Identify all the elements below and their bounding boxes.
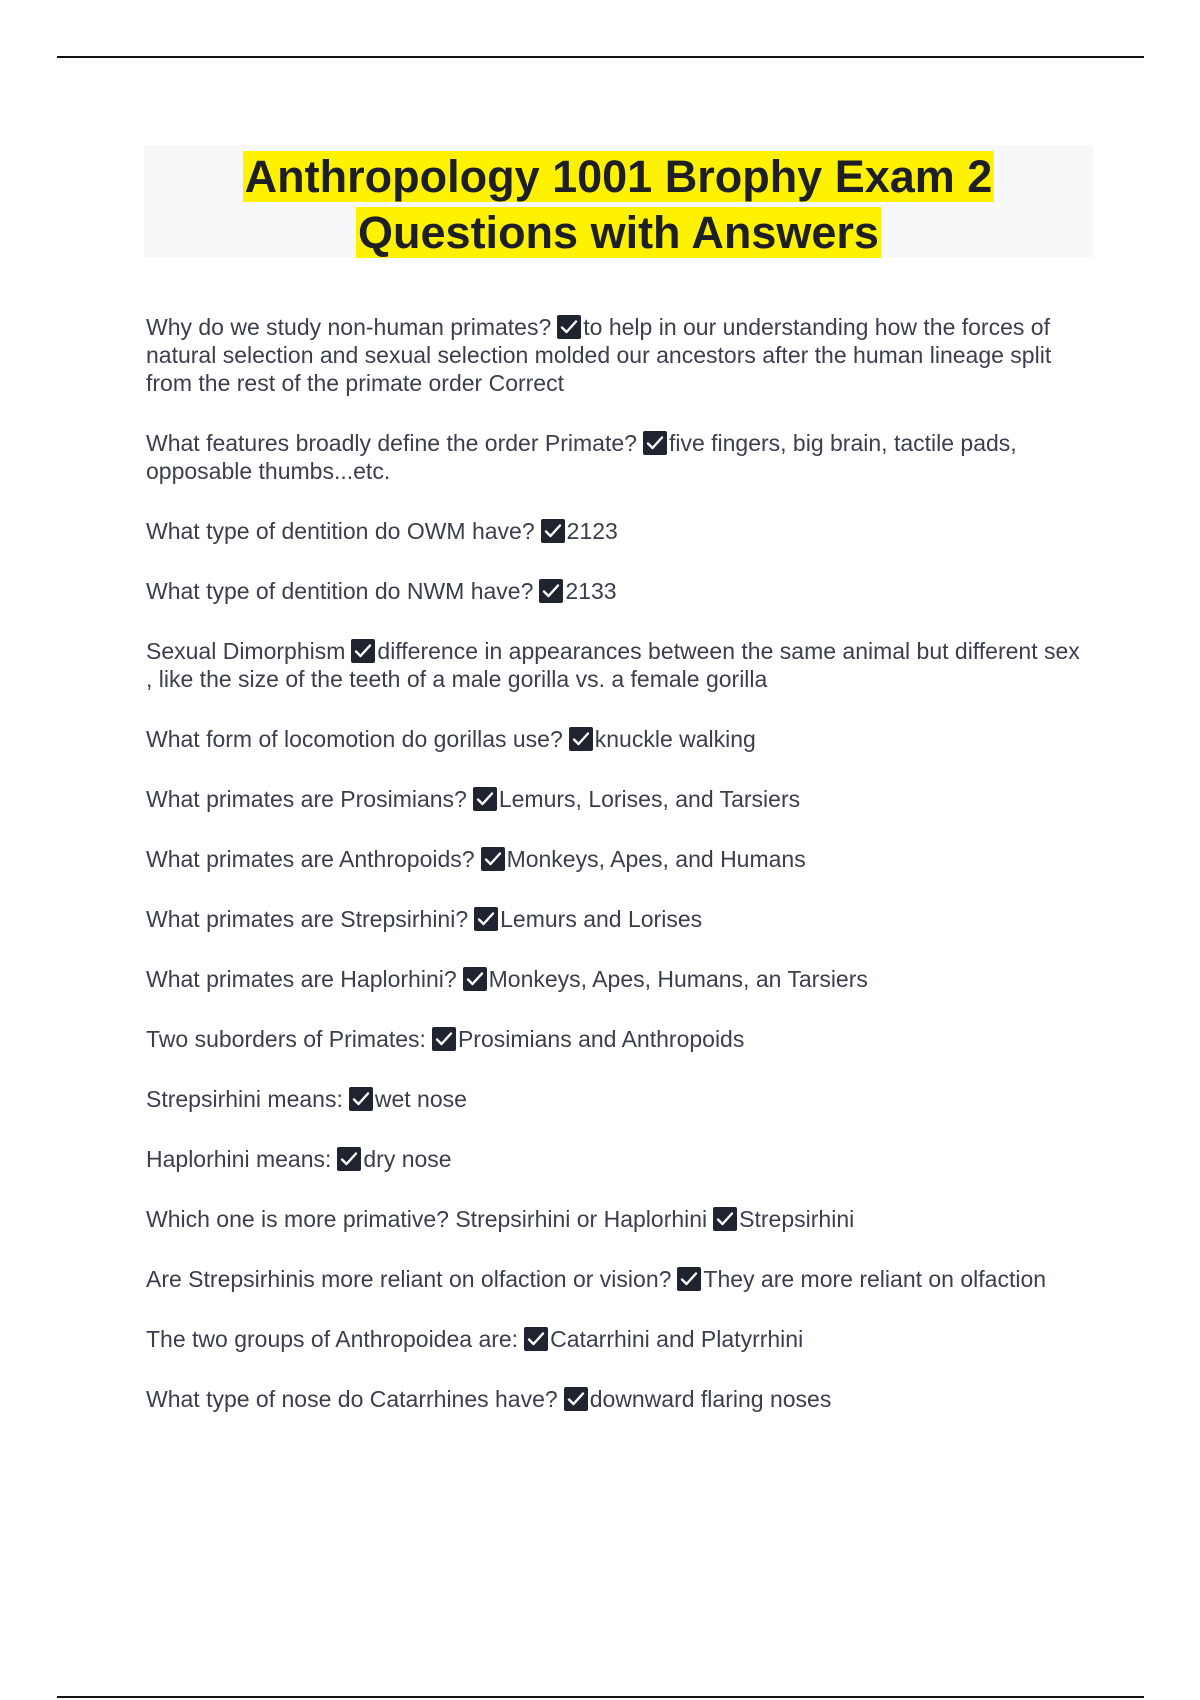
- question-text: Why do we study non-human primates?: [146, 314, 552, 340]
- page-title: [144, 145, 1093, 261]
- qa-item: [146, 637, 1086, 693]
- question-text: What type of dentition do OWM have?: [146, 518, 535, 544]
- check-icon: [539, 579, 563, 603]
- qa-item: [146, 313, 1086, 397]
- question-text: What type of nose do Catarrhines have?: [146, 1386, 558, 1412]
- answer-text: knuckle walking: [594, 726, 756, 752]
- check-icon: [473, 787, 497, 811]
- answer-text: 2133: [565, 578, 617, 604]
- answer-text: Catarrhini and Platyrrhini: [550, 1326, 804, 1352]
- answer-text: wet nose: [374, 1086, 467, 1112]
- qa-item: [146, 429, 1086, 485]
- top-rule: [57, 56, 1144, 58]
- answer-text: difference in appearances between the same animal but different sex , like the size of the teeth of a male gorilla vs. a female gorilla: [146, 638, 1080, 692]
- check-icon: [351, 639, 375, 663]
- qa-item: [146, 785, 1086, 813]
- check-icon: [677, 1267, 701, 1291]
- qa-item: [146, 1025, 1086, 1053]
- check-icon: [557, 315, 581, 339]
- qa-item: [146, 1085, 1086, 1113]
- question-text: What primates are Anthropoids?: [146, 846, 475, 872]
- answer-text: to help in our understanding how the forces of natural selection and sexual selection molded our ancestors after the human lineage split from the rest of the primate order Correct: [146, 314, 1052, 396]
- qa-item: [146, 725, 1086, 753]
- check-icon: [432, 1027, 456, 1051]
- check-icon: [713, 1207, 737, 1231]
- answer-text: 2123: [566, 518, 618, 544]
- title-line-2: Questions with Answers: [358, 207, 879, 258]
- check-icon: [569, 727, 593, 751]
- title-line-1: Anthropology 1001 Brophy Exam 2: [244, 151, 993, 202]
- answer-text: Monkeys, Apes, and Humans: [506, 846, 806, 872]
- check-icon: [481, 847, 505, 871]
- answer-text: dry nose: [363, 1146, 452, 1172]
- question-text: The two groups of Anthropoidea are:: [146, 1326, 519, 1352]
- check-icon: [541, 519, 565, 543]
- qa-item: [146, 1205, 1086, 1233]
- qa-item: [146, 845, 1086, 873]
- question-text: What primates are Prosimians?: [146, 786, 467, 812]
- answer-text: five fingers, big brain, tactile pads, opposable thumbs...etc.: [146, 430, 1017, 484]
- qa-item: [146, 1385, 1086, 1413]
- answer-text: They are more reliant on olfaction: [703, 1266, 1047, 1292]
- question-text: What primates are Strepsirhini?: [146, 906, 469, 932]
- question-text: Strepsirhini means:: [146, 1086, 343, 1112]
- answer-text: Monkeys, Apes, Humans, an Tarsiers: [488, 966, 868, 992]
- check-icon: [463, 967, 487, 991]
- answer-text: Strepsirhini: [739, 1206, 855, 1232]
- answer-text: Lemurs and Lorises: [500, 906, 703, 932]
- question-text: Which one is more primative? Strepsirhini or Haplorhini: [146, 1206, 708, 1232]
- qa-item: [146, 1325, 1086, 1353]
- answer-text: downward flaring noses: [589, 1386, 832, 1412]
- check-icon: [643, 431, 667, 455]
- answer-text: Prosimians and Anthropoids: [457, 1026, 745, 1052]
- title-box: [144, 145, 1093, 257]
- qa-list: [146, 313, 1086, 1445]
- qa-item: [146, 1265, 1086, 1293]
- check-icon: [474, 907, 498, 931]
- check-icon: [349, 1087, 373, 1111]
- check-icon: [524, 1327, 548, 1351]
- answer-text: Lemurs, Lorises, and Tarsiers: [498, 786, 801, 812]
- question-text: Are Strepsirhinis more reliant on olfaction or vision?: [146, 1266, 672, 1292]
- qa-item: [146, 905, 1086, 933]
- question-text: Sexual Dimorphism: [146, 638, 346, 664]
- question-text: What type of dentition do NWM have?: [146, 578, 534, 604]
- question-text: What form of locomotion do gorillas use?: [146, 726, 563, 752]
- qa-item: [146, 517, 1086, 545]
- question-text: Two suborders of Primates:: [146, 1026, 426, 1052]
- bottom-rule: [57, 1696, 1144, 1698]
- question-text: What primates are Haplorhini?: [146, 966, 457, 992]
- question-text: What features broadly define the order Primate?: [146, 430, 637, 456]
- check-icon: [337, 1147, 361, 1171]
- qa-item: [146, 965, 1086, 993]
- qa-item: [146, 577, 1086, 605]
- check-icon: [564, 1387, 588, 1411]
- qa-item: [146, 1145, 1086, 1173]
- question-text: Haplorhini means:: [146, 1146, 332, 1172]
